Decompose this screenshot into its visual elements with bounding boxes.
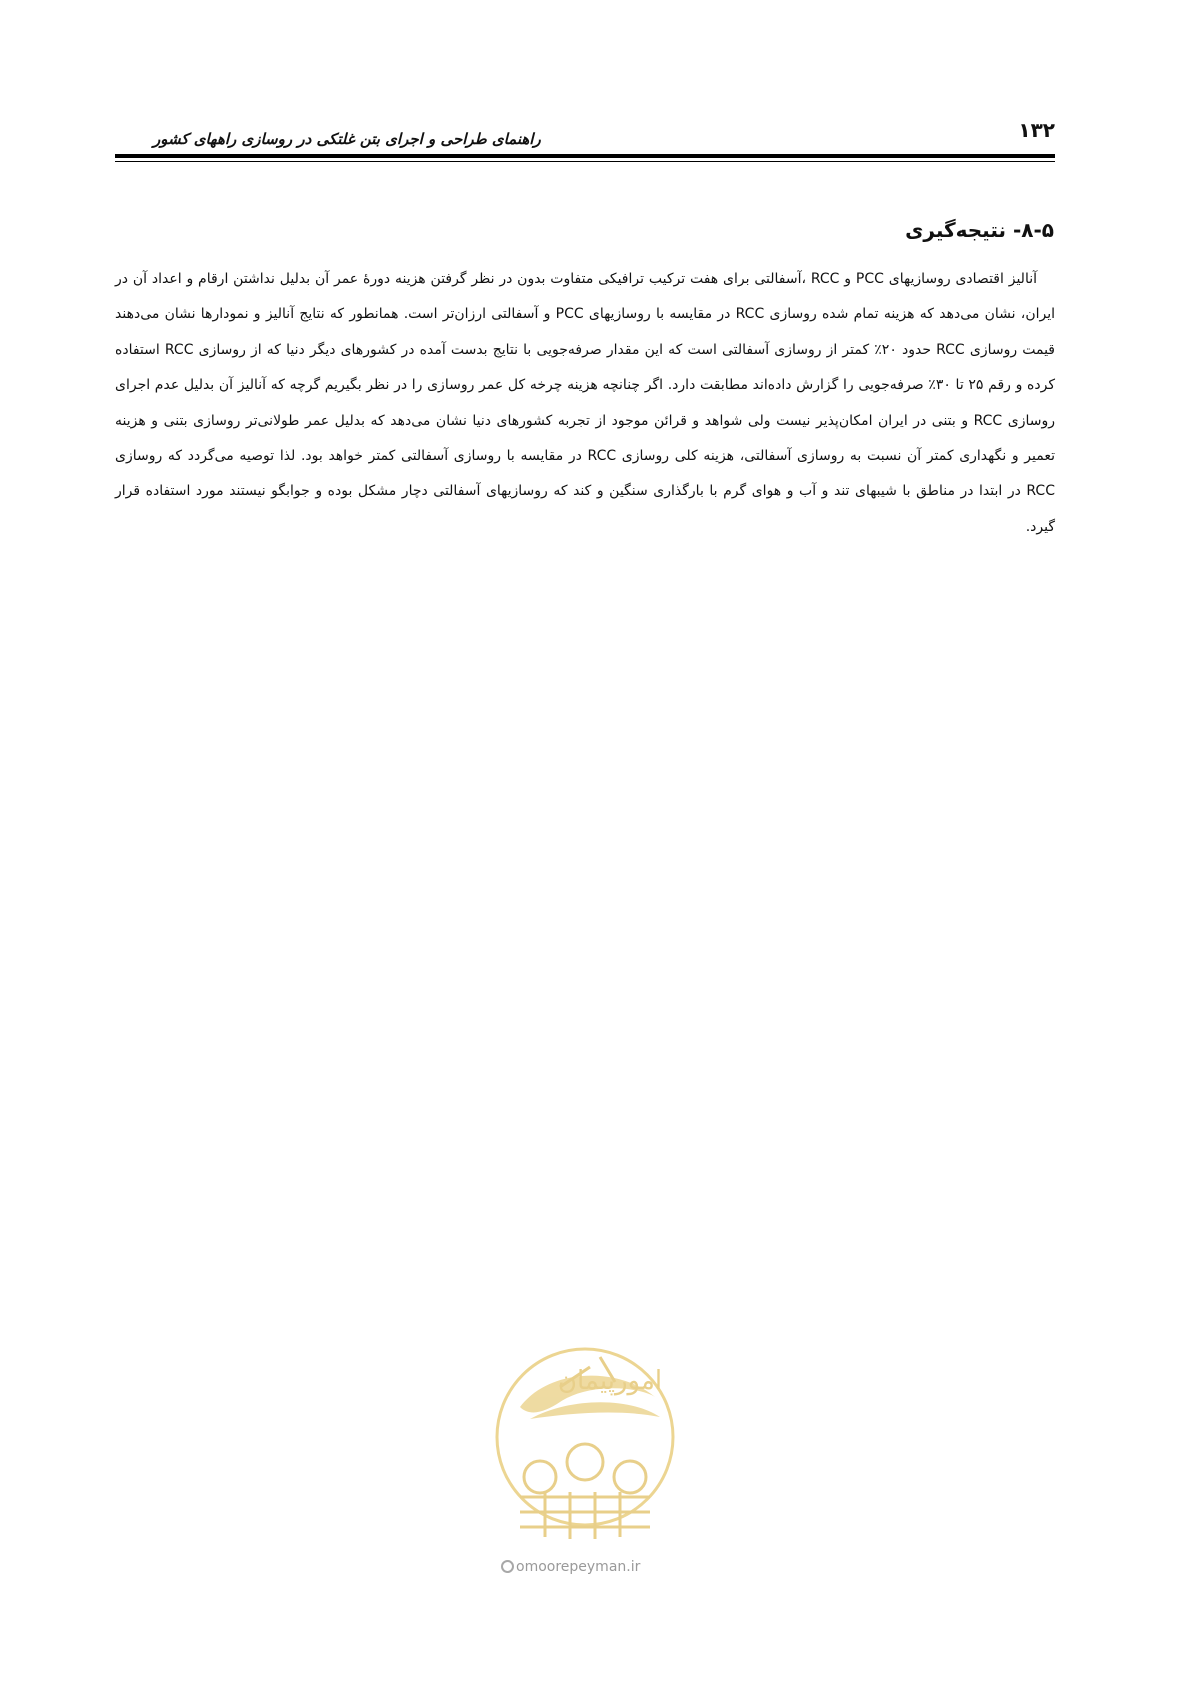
body-paragraph: آنالیز اقتصادی روسازیهای PCC و RCC ،آسفالتی برای هفت ترکیب ترافیکی متفاوت بدون در نظر گرفتن هزینه دورهٔ عمر آن بدلیل نداشتن ارقام و اعداد آن در ایران، نشان می‌دهد که هزینه تمام شده روسازی RCC در مقایسه با روسازیهای PCC و آسفالتی ارزان‌تر است. همانطور که نتایج آنالیز و نمودارها نشان می‌دهند قیمت روسازی RCC حدود ۲۰٪ کمتر از روسازی آسفالتی است که این مقدار صرفه‌جویی با نتایج بدست آمده در کشورهای دیگر دنیا که از روسازی RCC استفاده کرده و رقم ۲۵ تا ۳۰٪ صرفه‌جویی را گزارش داده‌اند مطابقت دارد. اگر چنانچه هزینه چرخه کل عمر روسازی را در نظر بگیریم گرچه که آنالیز آن بدلیل عدم اجرای روسازی RCC و بتنی در ایران امکان‌پذیر نیست ولی شواهد و قرائن موجود از تجربه کشورهای دنیا نشان می‌دهد که بدلیل عمر طولانی‌تر روسازی بتنی و هزینه تعمیر و نگهداری کمتر آن نسبت به روسازی آسفالتی، هزینه کلی روسازی RCC در مقایسه با روسازی آسفالتی کمتر خواهد بود. لذا توصیه می‌گردد که روسازی RCC در ابتدا در مناطق با شیبهای تند و آب و هوای گرم با بارگذاری سنگین و کند که روسازیهای آسفالتی دچار مشکل بوده و جوابگو نیستند مورد استفاده قرار گیرد. — [115, 271, 1056, 535]
section-heading: ۸-۵- نتیجه‌گیری — [905, 218, 1054, 242]
watermark-url — [501, 1559, 640, 1575]
watermark-url-text: omoorepeyman.ir — [516, 1559, 641, 1575]
at-sign-icon — [501, 1560, 514, 1573]
watermark-logo — [490, 1327, 680, 1557]
page-number: ۱۳۲ — [1018, 118, 1055, 142]
header-rule-thin — [115, 161, 1055, 162]
page-header — [115, 118, 1055, 160]
running-header-title: راهنمای طراحی و اجرای بتن غلتکی در روسازی راههای کشور — [153, 130, 541, 148]
header-rule-thick — [115, 154, 1055, 158]
watermark-logo-text: امورپیمان — [557, 1366, 663, 1396]
